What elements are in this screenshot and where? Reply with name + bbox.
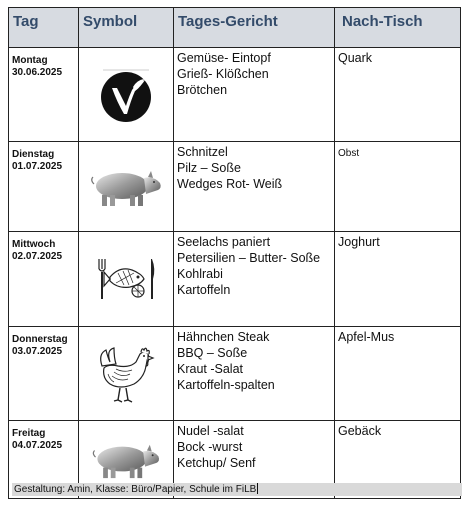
dish-cell <box>174 142 335 232</box>
footer-credit[interactable] <box>12 483 462 496</box>
dish-line: Nudel -salat <box>177 424 244 438</box>
weekday: Freitag <box>12 428 46 439</box>
dessert-cell: Gebäck <box>335 421 461 499</box>
table-row <box>9 327 461 421</box>
date: 02.07.2025 <box>12 251 63 262</box>
table-row <box>9 232 461 327</box>
symbol-cell <box>79 48 174 142</box>
dish-line: Grieß- Klößchen <box>177 67 269 81</box>
date: 30.06.2025 <box>12 67 63 78</box>
symbol-cell <box>79 327 174 421</box>
symbol-cell <box>79 142 174 232</box>
dish-line: Petersilien – Butter- Soße <box>177 251 321 265</box>
dish-line: Pilz – Soße <box>177 161 241 175</box>
table-row <box>9 142 461 232</box>
weekday: Montag <box>12 55 48 66</box>
dish-line: Hähnchen Steak <box>177 330 270 344</box>
dish-line: Schnitzel <box>177 145 228 159</box>
dish-line: Kraut -Salat <box>177 362 244 376</box>
dish-line: Kartoffeln-spalten <box>177 378 275 392</box>
dish-line: Kartoffeln <box>177 283 231 297</box>
dish-line: Kohlrabi <box>177 267 223 281</box>
dish-line: Bock -wurst <box>177 440 243 454</box>
dish-line: Gemüse- Eintopf <box>177 51 271 65</box>
header-dessert: Nach-Tisch <box>335 8 461 48</box>
date: 03.07.2025 <box>12 346 63 357</box>
day-cell <box>9 327 79 421</box>
symbol-cell <box>79 232 174 327</box>
dessert-cell: Obst <box>335 142 461 232</box>
header-row <box>9 8 461 48</box>
weekday: Dienstag <box>12 149 55 160</box>
dish-cell <box>174 48 335 142</box>
vegetarian-icon <box>97 66 155 124</box>
dessert-cell: Apfel-Mus <box>335 327 461 421</box>
pig-icon <box>88 166 164 208</box>
dessert-cell: Quark <box>335 48 461 142</box>
chicken-icon <box>96 344 156 404</box>
fish-icon <box>94 255 158 303</box>
dish-line: Seelachs paniert <box>177 235 271 249</box>
dessert-cell: Joghurt <box>335 232 461 327</box>
dish-line: Brötchen <box>177 83 228 97</box>
weekday: Mittwoch <box>12 239 56 250</box>
header-symbol: Symbol <box>79 8 174 48</box>
header-dish: Tages-Gericht <box>174 8 335 48</box>
footer-text: Gestaltung: Amin, Klasse: Büro/Papier, Schule im FiLB <box>14 484 257 495</box>
dish-line: Ketchup/ Senf <box>177 456 256 470</box>
date: 01.07.2025 <box>12 161 63 172</box>
pig-icon <box>89 440 163 480</box>
dish-line: Wedges Rot- Weiß <box>177 177 283 191</box>
weekday: Donnerstag <box>12 334 68 345</box>
dish-line: BBQ – Soße <box>177 346 248 360</box>
date: 04.07.2025 <box>12 440 63 451</box>
dish-cell <box>174 327 335 421</box>
text-cursor <box>257 483 258 494</box>
table-row <box>9 48 461 142</box>
day-cell <box>9 232 79 327</box>
day-cell <box>9 48 79 142</box>
day-cell <box>9 142 79 232</box>
dish-cell <box>174 232 335 327</box>
menu-table <box>8 7 461 499</box>
header-day: Tag <box>9 8 79 48</box>
